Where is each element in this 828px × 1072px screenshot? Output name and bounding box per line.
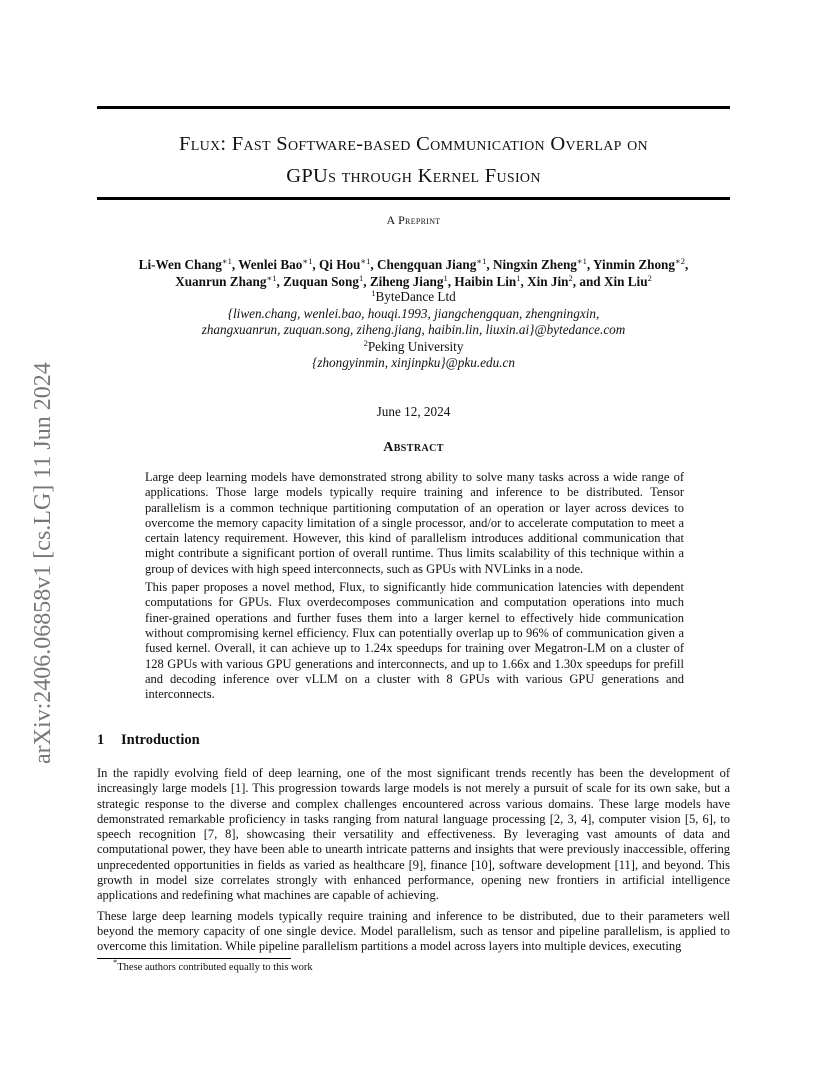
footnote-mark: *	[113, 957, 118, 967]
author-mark: ∗1	[221, 256, 232, 266]
affiliation-name: ByteDance Ltd	[375, 289, 456, 304]
abstract-paragraph-2: This paper proposes a novel method, Flux, to significantly hide communication latencies with dependent computations for GPUs. Flux overdecomposes communication and computation operations into much finer-grained operations and further fuses them into a larger kernel to effectively hide communication without compromising kernel efficiency. Flux can potentially overlap up to 96% of communication given a fused kernel. Overall, it can achieve up to 1.24x speedups for training over Megatron-LM on a cluster of 128 GPUs with various GPU generations and interconnects, and up to 1.66x and 1.30x speedups for prefill and decoding inference over vLLM on a cluster with 8 GPUs with various GPU generations and interconnects.	[145, 580, 684, 702]
author-list	[97, 256, 730, 290]
author-name: Haibin Lin	[454, 274, 517, 289]
preprint-label: A Preprint	[386, 213, 441, 227]
intro-paragraph-2: These large deep learning models typically require training and inference to be distributed, due to their parameters well beyond the memory capacity of one single device. Model parallelism, such as tensor and pipeline parallelism, is applied to overcome this limitation. While pipeline parallelism partitions a model across layers into multiple devices, executing	[97, 908, 730, 954]
section-title: Introduction	[121, 732, 200, 748]
author-mark: 1	[443, 273, 448, 283]
author-mark: ∗1	[360, 256, 371, 266]
paper-title	[97, 128, 730, 192]
introduction-body	[97, 766, 730, 960]
title-line-1: Flux: Fast Software-based Communication Overlap on	[179, 133, 648, 155]
email-list-1b: zhangxuanrun, zuquan.song, ziheng.jiang, haibin.lin, liuxin.ai}@bytedance.com	[201, 322, 626, 337]
author-name: Ziheng Jiang	[369, 274, 444, 289]
abstract-paragraph-1: Large deep learning models have demonstrated strong ability to solve many tasks across a wide range of applications. Those large models typically require training and inference to be distributed. Tensor parallelism is a common technique partitioning computation of an operation or layer across devices to overcome the memory capacity limitation of a single processor, and/or to accelerate computation to meet a certain latency requirement. However, this kind of parallelism introduces additional communication that might contribute a significant portion of overall runtime. Thus limits scalability of this technique within a group of devices with high speed interconnects, such as GPUs with NVLinks in a node.	[145, 470, 684, 576]
author-mark: ∗1	[576, 256, 587, 266]
author-mark: ∗1	[476, 256, 487, 266]
author-name: Ningxin Zheng	[492, 257, 577, 272]
affiliation-1	[97, 289, 730, 306]
author-mark: 1	[358, 273, 364, 283]
affiliation-name: Peking University	[367, 338, 464, 354]
footnote	[113, 957, 313, 973]
affiliation-2	[97, 339, 730, 356]
footnote-rule	[97, 958, 291, 959]
arxiv-side-stamp	[8, 312, 68, 767]
title-line-2: GPUs through Kernel Fusion	[286, 165, 541, 187]
author-name: Xin Liu	[603, 274, 648, 289]
abstract-body	[145, 470, 684, 705]
title-bottom-rule	[97, 197, 730, 200]
arxiv-identifier: arXiv:2406.06858v1 [cs.LG] 11 Jun 2024	[30, 362, 56, 764]
author-name: Xin Jin	[527, 274, 569, 289]
affiliations	[97, 289, 730, 372]
author-name: Yinmin Zhong	[593, 257, 675, 272]
abstract-heading: Abstract	[383, 440, 444, 455]
section-heading-introduction	[97, 732, 200, 749]
affiliation-mark: 2	[363, 337, 368, 348]
author-mark: ∗1	[266, 273, 277, 283]
author-name: Qi Hou	[318, 257, 361, 272]
author-mark: 2	[568, 273, 573, 283]
title-top-rule	[97, 106, 730, 109]
author-mark: ∗2	[674, 256, 686, 266]
intro-paragraph-1: In the rapidly evolving field of deep learning, one of the most significant trends recently has been the development of increasingly large models [1]. This progression towards large models is not merely a pursuit of scale for its own sake, but a strategic response to the diverse and complex challenges encountered across various domains. These large models have demonstrated remarkable proficiency in tasks ranging from natural language processing [2, 3, 4], computer vision [5, 6], to speech recognition [7, 8], showcasing their versatility and effectiveness. By leveraging vast amounts of data and computational power, they have been able to unearth intricate patterns and insights that were previously inaccessible, offering unprecedented opportunities in fields as varied as healthcare [9], finance [10], software development [11], and beyond. This growth in model size correlates strongly with enhanced performance, opening new frontiers in artificial intelligence applications and redefining what machines are capable of achieving.	[97, 766, 730, 903]
affiliation-mark: 1	[371, 288, 376, 298]
email-list-2: {zhongyinmin, xinjinpku}@pku.edu.cn	[312, 355, 515, 370]
author-mark: ∗1	[302, 256, 313, 266]
author-name: Zuquan Song	[283, 274, 359, 289]
author-name: Wenlei Bao	[238, 257, 303, 272]
author-line-1: Li-Wen Chang$^{∗1}$, Wenlei Bao$^{∗1}$, Qi Hou$^{∗1}$, Chengquan Jiang$^{∗1}$, Ningxin Zheng$^{∗1}$, Yinmin Zhong$^{∗2}$,	[138, 256, 689, 272]
author-line-2: Xuanrun Zhang$^{∗1}$, Zuquan Song$^1$, Ziheng Jiang$^1$, Haibin Lin$^1$, Xin Jin$^2$, and Xin Liu$^2$	[175, 273, 652, 289]
author-name: Li-Wen Chang	[138, 257, 222, 272]
author-name: Chengquan Jiang	[377, 257, 477, 272]
author-mark: 1	[516, 273, 521, 283]
section-number: 1	[97, 732, 105, 748]
author-name: Xuanrun Zhang	[175, 274, 267, 289]
email-list-1a: {liwen.chang, wenlei.bao, houqi.1993, jiangchengquan, zhengningxin,	[227, 305, 600, 321]
author-mark: 2	[647, 273, 652, 283]
footnote-text: These authors contributed equally to this work	[117, 962, 313, 973]
paper-date: June 12, 2024	[376, 404, 451, 419]
